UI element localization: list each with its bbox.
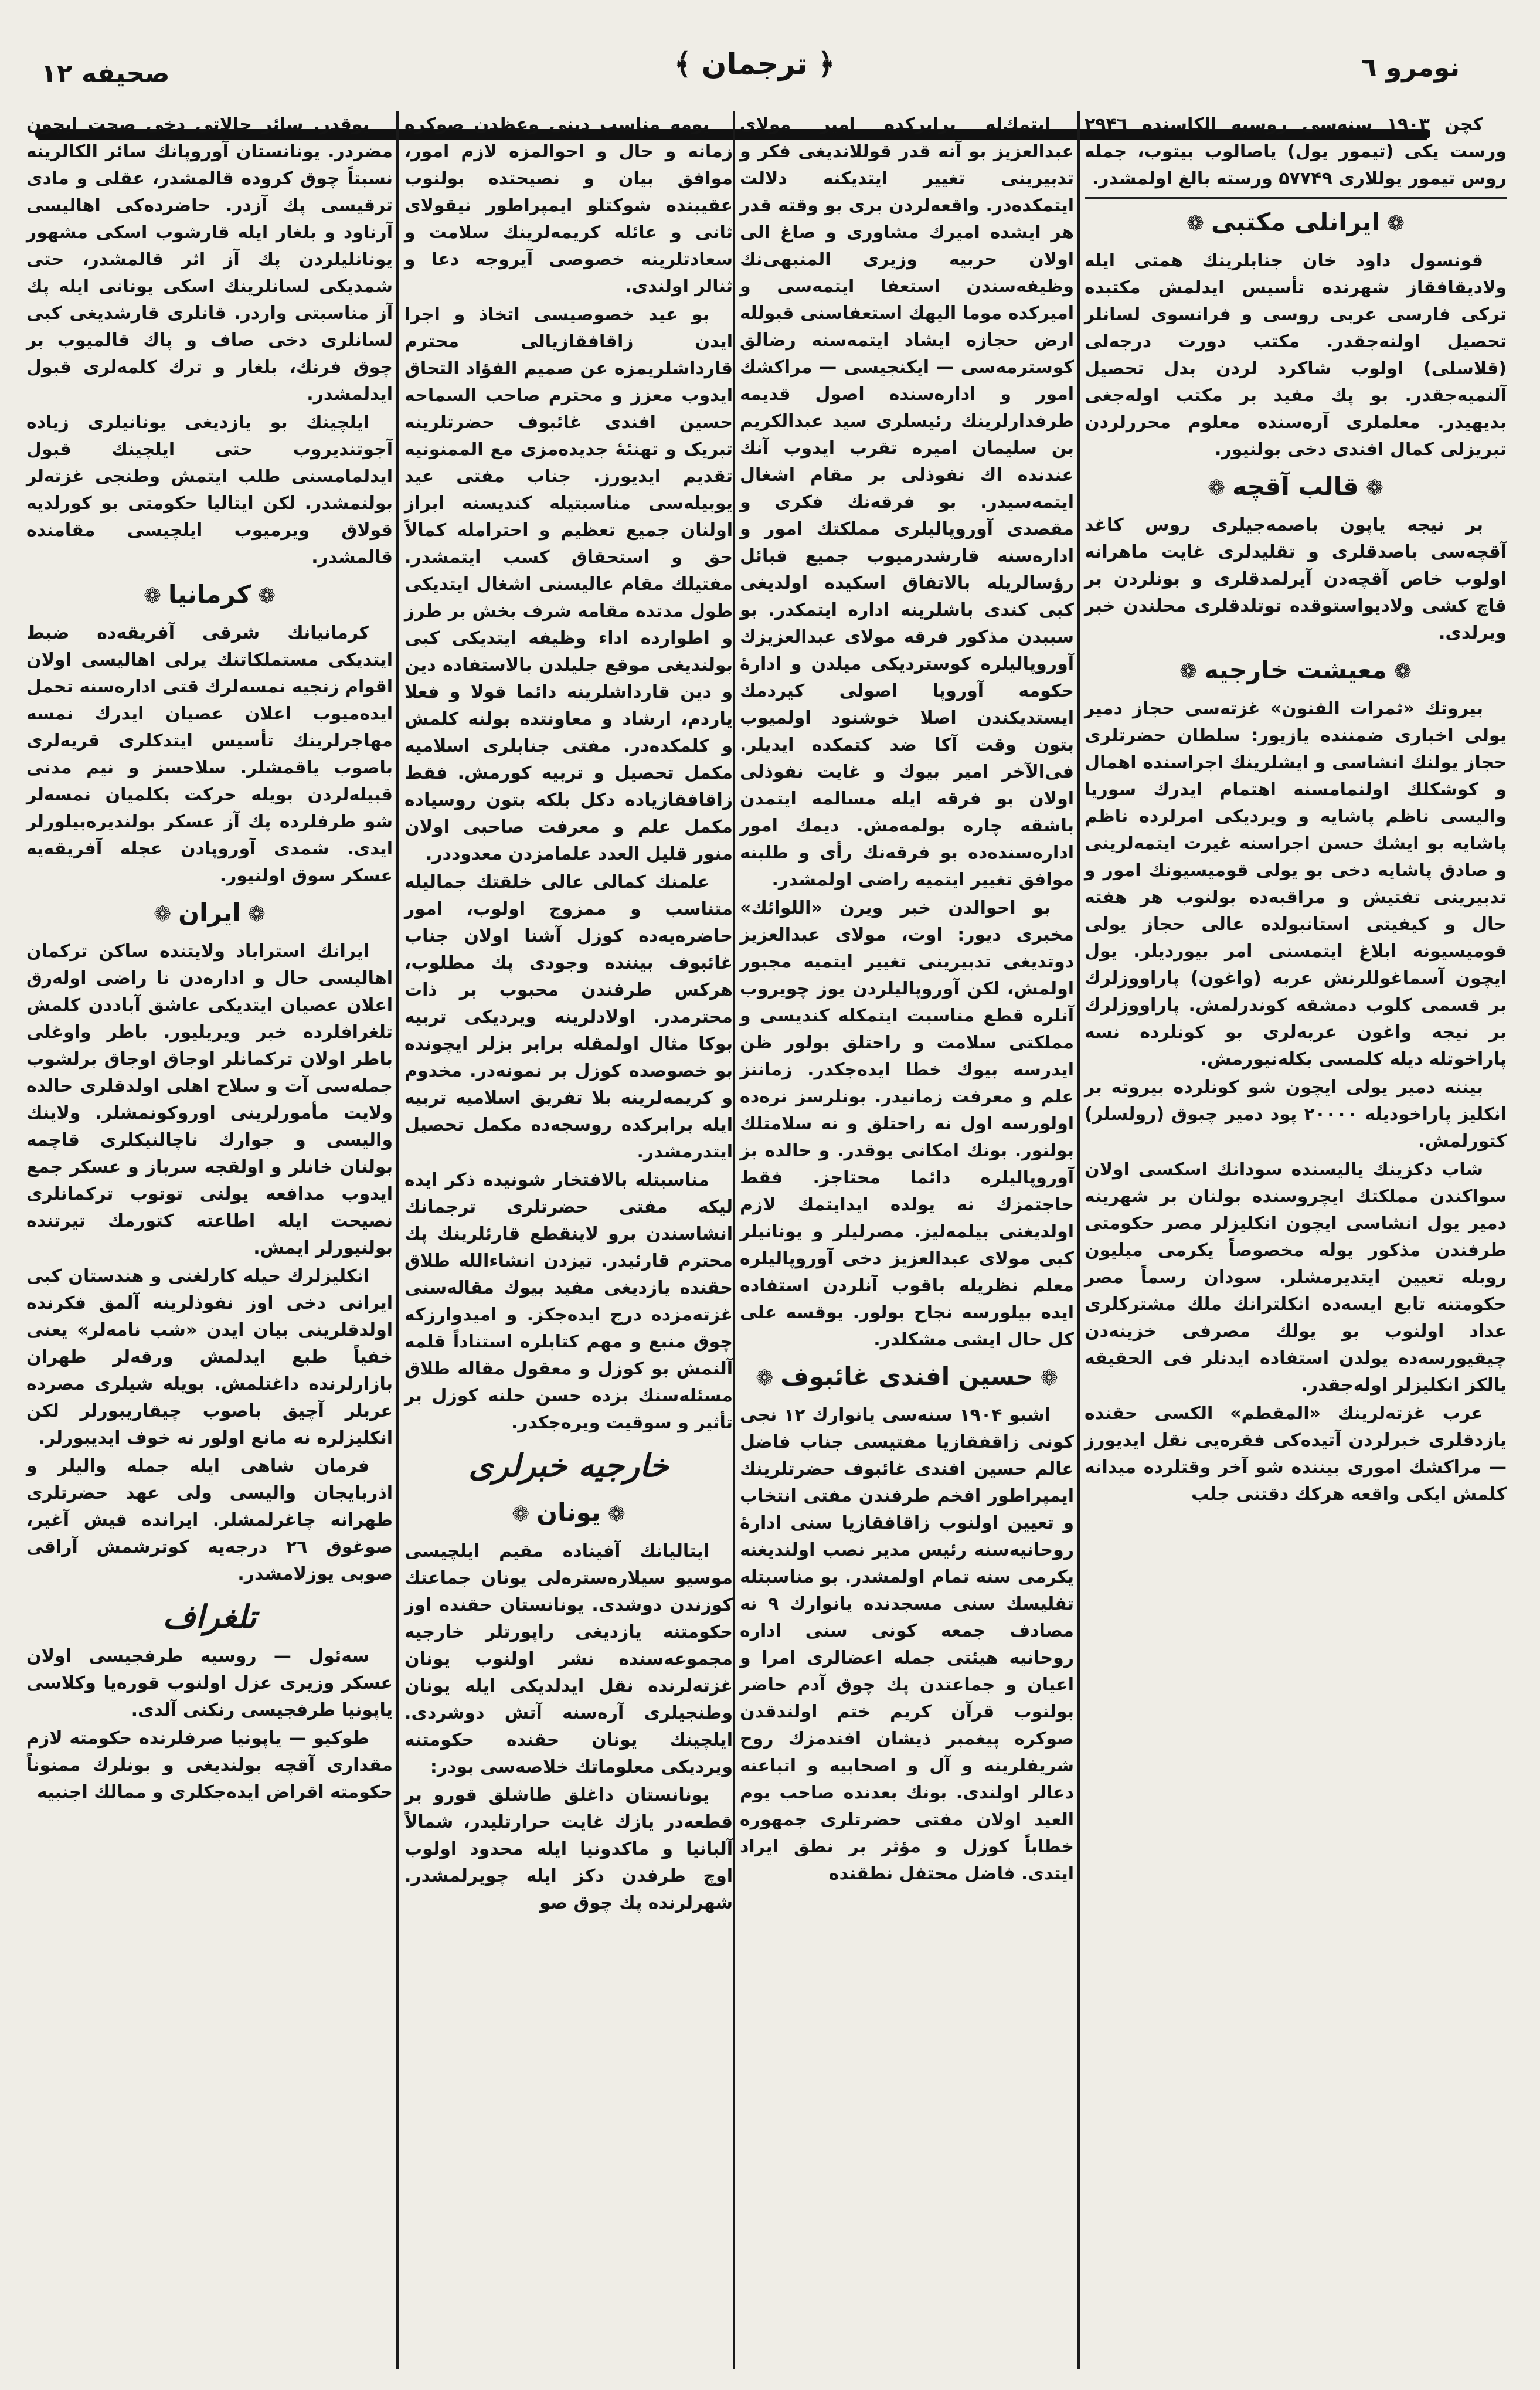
section-title: خارجیه خبرلری bbox=[468, 1447, 669, 1484]
section-heading-text: کرمانیا bbox=[168, 580, 251, 609]
section-heading bbox=[740, 1358, 1074, 1397]
ornament-icon: ❁ bbox=[512, 1502, 530, 1526]
ornament-icon: ❁ bbox=[1207, 476, 1226, 500]
section-rule bbox=[1085, 197, 1507, 199]
section-heading bbox=[404, 1494, 733, 1533]
article-paragraph: یونانستان داغلق طاشلق قورو بر قطعه‌در یازك غایت حرارتلیدر، شمالاً آلبانیا و ماکدونیا ایله محدود اولوب اوچ طرفدن دکز ایله چویرلمشدر. شهرلرنده پك چوق صو bbox=[404, 1785, 733, 1913]
article-paragraph: عرب غزته‌لرینك «المقطم» الکسی حقنده یازدقلری خبرلردن آتیده‌کی فقره‌یی نقل ایدیورز — مراکشك اموری بیننده شو آخر وقتلرده میدانه کلمش ایکی واقعه هرکك دقتنی جلب bbox=[1085, 1403, 1507, 1505]
page-number: صحیفه ۱۲ bbox=[41, 59, 170, 89]
article-paragraph: بیروتك «ثمرات الفنون» غزته‌سی حجاز دمیر یولی اخباری ضمننده یازیور: سلطان حضرتلری حجاز یولنك انشاسی و ایشلرینك اجراسنده اهمال و کوشکلك اولنمامسنه اهتمام ایدرك سوریا والیسی ناظم پاشایه و ویردیکی امرلرده ناظم پاشایه بو ایشك حسن اجراسنه غیرت ایتمه‌لرینی و صادق پاشایه دخی بو یولی قومیسیونك امور و تدبیرینی تفتیش و مراقبه‌ده بولنوب هر هفته حال و کیفیتی استانبولده عالی حجاز یولی قومیسیونه ابلاغ ایتمسنی امر بیوردیلر. یول ایچون آسماغوللرنش عربه (واغون) پاراووزلرك بر قسمی کلوب دمشقه کوندرلمش. پاراووزلرك بر نیجه واغون عربه‌لری بو کونلرده نسه پاراخوتله دیله کلمسی بکله‌نیورمش. bbox=[1085, 698, 1507, 1070]
column-3 bbox=[404, 111, 733, 1918]
ornament-icon: ❁ bbox=[1040, 1366, 1058, 1390]
article-paragraph: انکلیزلرك حیله کارلغنی و هندستان کبی ایرانی دخی اوز نفوذلرینه آلمق فکرنده اولدقلرینی بیان ایدن «شب نامه‌لر» یعنی خفیاً طبع ایدلمش ورقه‌لر طهران بازارلرنده داغتلمش. بویله شیلری مصرده عربلر آچیق باصوب چیقاریبورلر لکن انکلیزلره نه مانع اولور نه خوف ایدیبورلر. bbox=[26, 1266, 393, 1448]
article-paragraph: بو احوالدن خبر ویرن «اللوائك» مخبری دیور: اوت، مولای عبدالعزیز دوتدیغی تدبیرینی تغییر ایتمیه مجبور اولمش، لکن آوروپالیلردن یوز چویروب آنلره قطع مناسبت ایتمکله کندیسی و مملکتی سلامت و راحتلق بولور ظن ایدرسه بیوك خطا ایده‌جکدر. زماننز علم و معرفت زمانیدر. بونلرسز نره‌ده اولورسه اول نه راحتلق و نه سلامتلك بولنور. بونك امکانی یوقدر. و حالده بز آوروپالیلره دائما محتاجز. فقط حاجتمزك نه یولده ایدایتمك لازم اولدیغنی بیلمه‌لیز. مصرلیلر و یونانیلر کبی مولای عبدالعزیز دخی آوروپالیلره معلم نظریله باقوب آنلردن استفاده ایده بیلورسه نجاح بولور. یوقسه علی کل حال ایشی مشکلدر. bbox=[740, 898, 1074, 1350]
article-paragraph: ایتمك‌له برابرکده امیر مولای عبدالعزیز بو آنه قدر قوللانديغی فکر و تدبیرینی تغییر ایتدیکنه دلالت ایتمکده‌در. واقعه‌لردن بری بو وقته قدر هر ایشده امیرك مشاوری و صاغ الی اولان حربیه وزیری المنبهی‌نك وظیفه‌سندن استعفا ایتمه‌سی و امیرکده موما الیهك استعفاسنی قبولله ارض حجازه ایشاد ایتمه‌سنه رضالق کوسترمه‌سی — ایکنجیسی — مراکشك امور و اداره‌سنده اصول قدیمه طرفدارلرینك رئیسلری سید عبدالکریم بن سلیمان امیره تقرب ایدوب آنك عندنده اك نفوذلی بر مقام اشغال ایتمه‌سیدر. بو فرقه‌نك فکری و مقصدی آوروپالیلری مملکتك امور و اداره‌سنه قارشدرمیوب جمیع قبائل رؤسالریله بالاتفاق اسکیده اولدیغی کبی کندی باشلرینه اداره ایتمکدر. بو سببدن مذکور فرقه مولای عبدالعزیزك آوروپالیلره کوستردیکی میلدن و ادارهٔ حکومه آوروپا اصولی کیردمك ایستدیکندن اصلا خوشنود اولمیوب بتون وقت آکا ضد کتمکده ایدیلر. فی‌الآخر امیر بیوك و غایت نفوذلی اولان بو فرقه ایله مسالمه ایتمدن باشقه چاره بولمه‌مش. دیمك امور اداره‌سنده‌ده بو فرقه‌نك رأی و طلبنه موافق تغییر ایتمیه راضی اولمشدر. bbox=[740, 114, 1074, 890]
section-heading-text: قالب آقچه bbox=[1232, 472, 1359, 501]
article-paragraph: ایرانك استراباد ولایتنده ساکن ترکمان اهالیسی حال و اداره‌دن نا راضی اوله‌رق اعلان عصیان ایتدیکی عاشق آباددن کلمش تلغرافلرده خبر ویریلیور. باطر واوغلی باطر اولان ترکمانلر اوجاق اوجاق برلشوب جمله‌سی آت و سلاح اهلی اولدقلری حالده ولایت مأمورلرینی اوروکونمشلر. ولاینك والیسی و جوارك ناچالنیکلری قاچمه بولنان خانلر و اولقجه سرباز و عسکر جمع ایدوب مدافعه یولنی توتوب ترکمانلری نصیحت ایله اطاعته کتورمك تیرتنده بولنیورلر ایمش. bbox=[26, 941, 393, 1258]
section-heading bbox=[26, 894, 393, 933]
section-heading-text: ایران bbox=[178, 898, 241, 927]
article-paragraph: قونسول داود خان جنابلرینك همتی ایله ولادیقافقاز شهرنده تأسیس ایدلمش مکتبده ترکی فارسی عربی روسی و فرانسوی لسانلر تحصیل اولنه‌جقدر. مکتب دورت درجه‌لی (قلاسلی) اولوب شاکرد لردن بدل تحصیل آلنمیه‌جقدر. بو پك مفید بر مکتب اوله‌جغی بدیهیدر. معلملری آره‌سنده معلوم محررلردن تبریزلی کمال افندی دخی بولنیور. bbox=[1085, 250, 1507, 460]
article-paragraph: سه‌ئول — روسیه طرفجیسی اولان عسکر وزیری عزل اولنوب قوره‌یا وکلاسی یاپونیا طرفجیسی رنکنی آلدی. bbox=[26, 1646, 393, 1720]
ornament-icon: ❁ bbox=[258, 584, 276, 608]
column-1 bbox=[1085, 111, 1507, 1509]
section-heading bbox=[26, 576, 393, 615]
section-title: تلغراف bbox=[162, 1598, 257, 1635]
article-paragraph: فرمان شاهی ایله جمله والیلر و اذربایجان والیسی ولی عهد حضرتلری طهرانه چاغرلمشلر. ایرانده قیش آغیر، صوغوق ۲٦ درجه‌یه کوترشمش آراقی صوبی یوزلامشدر. bbox=[26, 1456, 393, 1584]
column-divider bbox=[733, 111, 735, 2369]
ornament-icon: ❁ bbox=[247, 902, 266, 926]
article-paragraph: ایلچینك بو یازدیغی یونانیلری زیاده آجوتندیروب حتی ایلچینك قبول ایدلمامسنی طلب ایتمش وطنجی غزته‌لر بولنمشدر. لکن ایتالیا حکومتی بو کورلدیه قولاق ویرمیوب ایلچیسی مقامنده قالمشدر. bbox=[26, 412, 393, 568]
column-divider bbox=[1077, 111, 1080, 2369]
ornament-icon: ❁ bbox=[1365, 476, 1384, 500]
article-paragraph: طوکیو — یاپونیا صرفلرنده حکومته لازم مقداری آقچه بولنديغی و بونلرك ممنوناً حکومته اقراض ایده‌جکلری و ممالك اجنبیه bbox=[26, 1728, 393, 1802]
ornament-icon: ❁ bbox=[143, 584, 161, 608]
ornament-icon: ❁ bbox=[1186, 212, 1205, 236]
column-divider bbox=[396, 111, 399, 2369]
ornament-icon: ❁ bbox=[1386, 212, 1405, 236]
article-paragraph: شاب دکزینك یالیسنده سودانك اسکسی اولان سواکندن مملکتك ایچروسنده بولنان بر شهرینه دمیر یول انشاسی ایچون انکلیزلر مصر حکومتی طرفندن مذکور یوله مخصوصاً یکرمی میلیون روبله تعیین ایتدیرمشلر. سودان رسماً مصر حکومتنه تابع ایسه‌ده انکلترانك ملك مشترکلری عداد اولنوب بو یولك مصرفی خزینه‌دن چیقیورسه‌ده یولدن استفاده ایدنلر فی الحقیقه یالکز انکلیزلر اوله‌جقدر. bbox=[1085, 1159, 1507, 1396]
article-paragraph: بو عید خصوصیسی اتخاذ و اجرا ایدن زاقافقازیالی محترم قارداشلریمزه عن صمیم الفؤاد التحاق ایدوب معزز و محترم صاحب السماحه حسین افندی غائبوف حضرتلرینه تبریک و تهنئهٔ جدیده‌مزی مع الممنونیه تقدیم ایدیورز. جناب مفتی عید یوبیله‌سی مناسبتیله کندیسنه ابراز اولنان جمیع تعظیم و احترامله کمالاً حق و استحقاق کسب ایتمشدر. مفتیلك مقام عالیسنی اشغال ایتدیکی طول مدتده مقامه شرف بخش بر طرز و اطوارده اداء وظیفه ایتدیکی کبی بولندیغی موقع جلیلدن بالاستفاده دین و دین قارداشلرینه دائما قولا و فعلا یاردم، ارشاد و معاونتده بولنه کلمش و کلمکده‌در. مفتی جنابلری اسلامیه مکمل تحصیل و تربیه کورمش. فقط زاقافقازیاده دکل بلکه بتون روسیاده مکمل علم و معرفت صاحبی اولان منور قلیل العدد علمامزدن معدوددر. bbox=[404, 304, 733, 864]
issue-number: نومرو ٦ bbox=[1361, 53, 1460, 83]
column-2 bbox=[740, 111, 1074, 1889]
section-heading bbox=[1085, 468, 1507, 507]
ornament-icon: ❁ bbox=[154, 902, 172, 926]
ornament-icon: ❁ bbox=[607, 1502, 625, 1526]
article-paragraph: علمنك کمالی عالی خلقتك جمالیله متناسب و ممزوج اولوب، امور حاضره‌یه‌ده کوزل آشنا اولان جناب غائبوف بیننده وجودی پك مطلوب، هرکس طرفندن محبوب بر ذات محترمدر. اولادلرینه ویردیکی تربیه بوکا مثال اولمقله برابر بزلر ایچونده بو خصوصده کوزل بر نمونه‌در. مخدوم و کریمه‌لرینه بلا تفریق اسلامیه تربیه ایله برابرکده روسجه‌ده مکمل تحصیل ایتدرمشدر. bbox=[404, 872, 733, 1162]
section-heading-text: معیشت خارجیه bbox=[1204, 656, 1387, 684]
article-paragraph: یومه مناسب دینی وعظدن صوکره زمانه و حال و احوالمزه لازم امور، موافق بیان و نصیحتده بولنوب عقیبنده شوکتلو ایمپراطور نیقولای ثانی و عائله کریمه‌لرینك سلامت و سعادتلرینه خصوصی آیروجه دعا و ثنالر اولندی. bbox=[404, 114, 733, 297]
ornament-icon: ❁ bbox=[756, 1366, 774, 1390]
article-paragraph: بر نیجه یاپون باصمه‌جیلری روس کاغد آقچه‌سی باصدقلری و تقلیدلری غایت ماهرانه اولوب خاص آقچه‌دن آیرلمدقلری و بونلردن بر قاچ کشی ولادیواستوقده توتلدقلری محلندن خبر ویرلدی. bbox=[1085, 515, 1507, 643]
section-heading-text: ایرانلی مکتبی bbox=[1211, 208, 1380, 236]
section-heading bbox=[1085, 651, 1507, 691]
article-paragraph: ایتالیانك آفیناده مقیم ایلچیسی موسیو سیلاره‌ستره‌لی یونان جماعتك کوزندن دوشدی. یونانستان حقنده اوز حکومتنه یازدیغی راپورتلر خارجیه مجموعه‌سنده نشر اولنوب یونان غزته‌لرنده نقل ایدلدیکی ایله یونان وطنجیلری آره‌سنه آتش دوشردی. ایلچینك یونان حقنده حکومتنه ویردیکی معلوماتك خلاصه‌سی بودر: bbox=[404, 1541, 733, 1777]
article-paragraph: بیننه دمیر یولی ایچون شو کونلرده بیروته بر انکلیز پاراخودیله ۲۰۰۰۰ پود دمیر چبوق (رولسلر) کتورلمش. bbox=[1085, 1077, 1507, 1152]
section-heading bbox=[1085, 203, 1507, 243]
column-4 bbox=[26, 111, 393, 1807]
article-paragraph: کرمانیانك شرقی آفریقه‌ده ضبط ایتدیکی مستملکاتنك یرلی اهالیسی اولان اقوام زنجیه نمسه‌لرك قتی اداره‌سنه تحمل ایده‌میوب اعلان عصیان ایدرك نمسه مهاجرلرینك تأسیس ایتدکلری قریه‌لری باصوب یاقمشلر. سلاحسز و نیم مدنی قبیله‌لردن بویله حرکت بکلمیان نمسه‌لر شو طرفلرده پك آز عسکر بولندیره‌بیلورلر ایدی. شمدی آوروپادن عجله آفریقه‌یه عسکر سوق اولنیور. bbox=[26, 623, 393, 886]
section-heading-text: یونان bbox=[536, 1498, 601, 1527]
masthead bbox=[23, 47, 1524, 106]
ornament-icon: ❁ bbox=[1179, 660, 1198, 684]
ornament-icon: ❁ bbox=[1393, 660, 1412, 684]
newspaper-title: ﴿ ترجمان ﴾ bbox=[674, 47, 835, 81]
article-paragraph: یوقدر. سائر حالاتی دخی صحت ایچون مضردر. یونانستان آوروپانك سائر الکالرینه نسبتاً چوق کروده قالمشدر، عقلی و مادی ترقیسی پك آزدر. حاضرده‌کی اهالیسی آرناود و بلغار ایله قارشوب اسکی مشهور یونانلیلردن پك آز اثر قالمشدر، حتی شمدیکی لسانلرینك اسکی یونانی ایله پك آز مناسبتی واردر. قانلری قارشدیغی کبی لسانلری دخی صاف و پاك قالمیوب بر چوق فرنك، بلغار و ترك کلمه‌لری قبول ایدلمشدر. bbox=[26, 114, 393, 405]
article-paragraph: کچن ۱۹۰۳ سنه‌سی روسیه الکاسنده ۲۹۴٦ ورست یکی (تیمور یول) یاصالوب بیتوب، جمله روس تیمور يوللاری ۵۷۷۴۹ ورسته بالغ اولمشدر. bbox=[1085, 114, 1507, 189]
article-paragraph: اشبو ۱۹۰۴ سنه‌سی یانوارك ۱۲ نجی کونی زاقفقازیا مفتیسی جناب فاضل عالم حسین افندی غائبوف حضرتلرینك ایمپراطور افخم طرفندن مفتی انتخاب و تعیین اولنوب زاقافقازیا سنی ادارهٔ روحانیه‌سنه رئیس مدیر نصب اولندیغنه یکرمی سنه تمام اولمشدر. بو مناسبتله تفلیسك سنی مسجدنده یانوارك ۹ نه مصادف جمعه کونی سنی اداره روحانیه هیئتی جمله اعضالری امرا و اعیان و جماعتدن پك چوق آدم حاضر بولنوب قرآن کریم ختم اولندقدن صوکره پیغمبر ذیشان افندمزك روح شریفلرینه و آل و اصحابیه و اتباعنه دعالر اولندی. بونك بعدنده صاحب یوم العید اولان مفتی حضرتلری جمهوره خطاباً کوزل و مؤثر بر نطق ایراد ایتدی. فاضل محتفل نطقنده bbox=[740, 1405, 1074, 1884]
article-paragraph: مناسبتله بالافتخار شونیده ذکر ایده لیکه مفتی حضرتلری ترجمانك انشاسندن برو لاینقطع قارئلرینك پك محترم قارئیدر. تیزدن انشاءالله طلاق حقنده یازدیغی مفید بیوك مقاله‌سنی غزته‌مزده درج ایده‌جکز. و امیدوارزکه چوق منبع و مهم کتابلره استناداً قلمه آلنمش بو کوزل و معقول مقاله طلاق مسئله‌سنك بزده حسن حلنه کوزل بر تأثیر و سوقیت ویره‌جکدر. bbox=[404, 1170, 733, 1433]
section-heading-text: حسین افندی غائبوف bbox=[780, 1362, 1034, 1391]
